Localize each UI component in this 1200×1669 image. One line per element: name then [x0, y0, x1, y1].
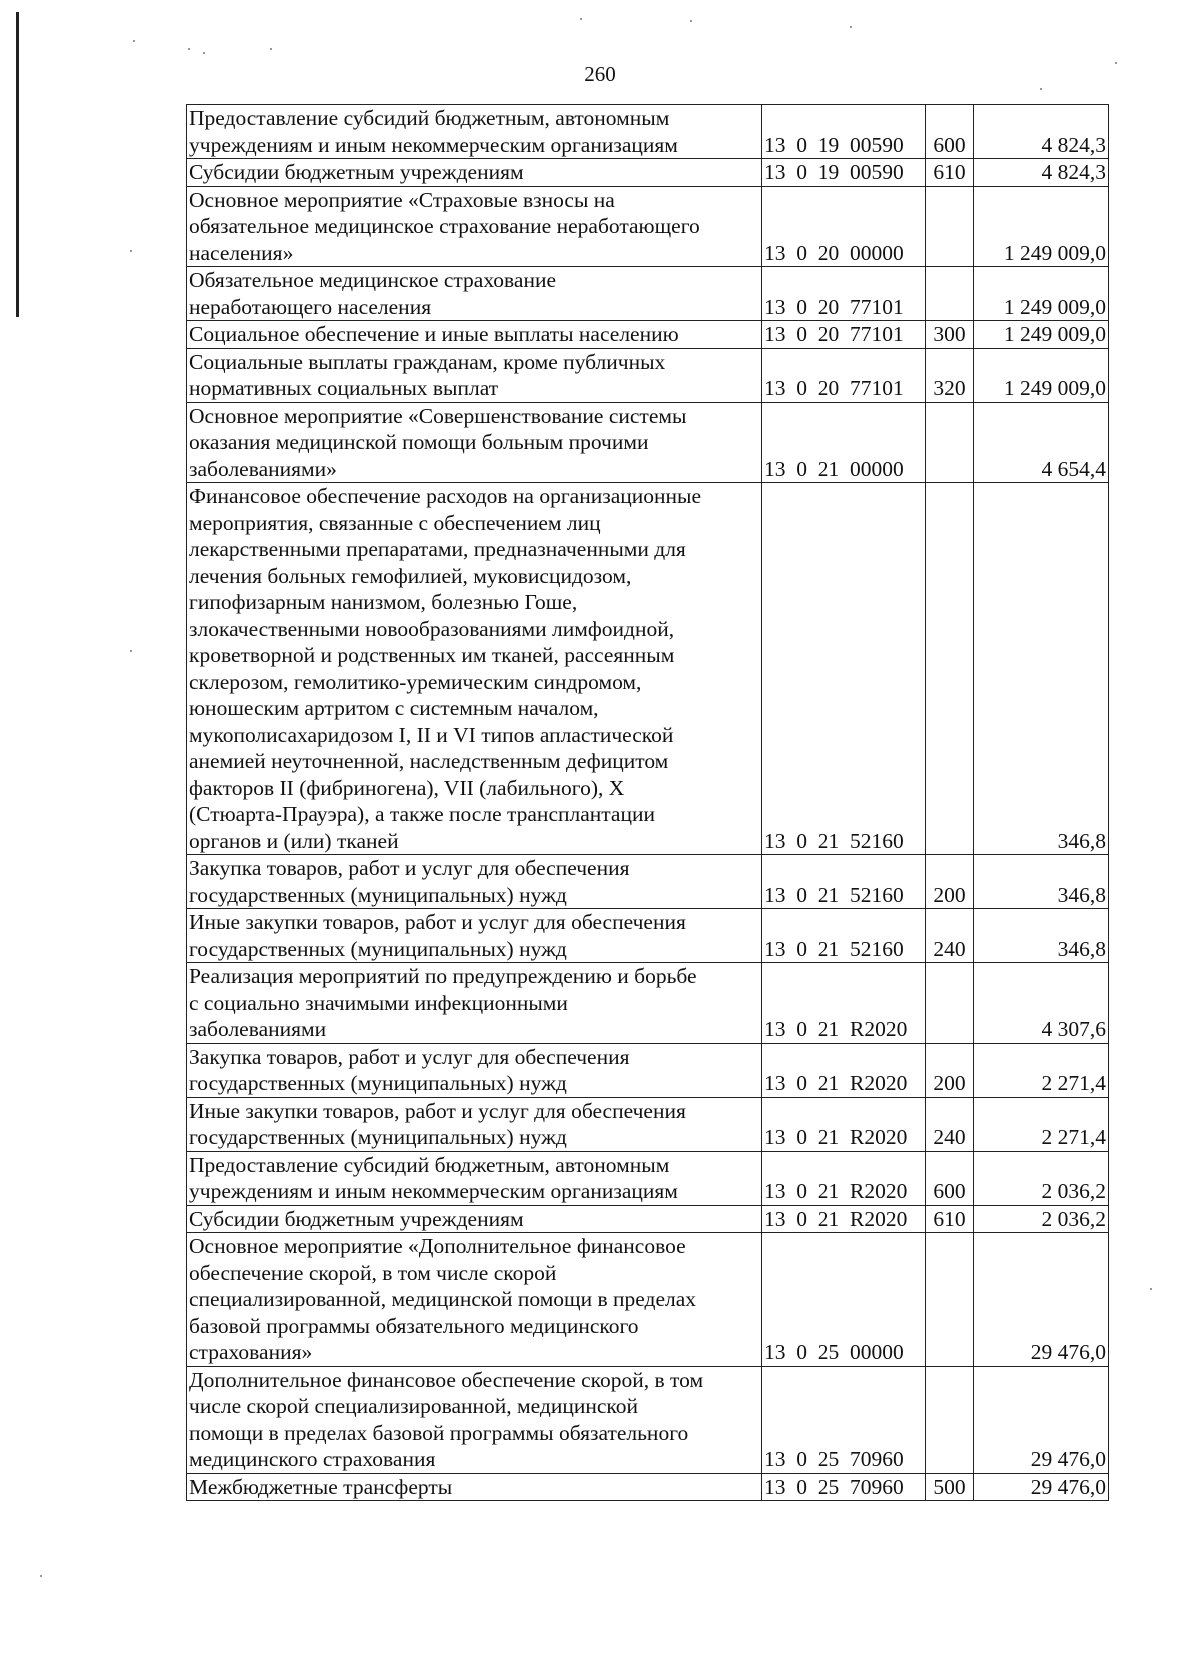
row-amount: 29 476,0: [974, 1473, 1109, 1501]
row-expense-type: 240: [926, 1097, 974, 1151]
table-row: [187, 1205, 1109, 1233]
row-amount: 346,8: [974, 909, 1109, 963]
row-description: Предоставление субсидий бюджетным, автономным учреждениям и иным некоммерческим организациям: [187, 105, 762, 159]
row-amount: 346,8: [974, 855, 1109, 909]
row-expense-type: 240: [926, 909, 974, 963]
table-row: [187, 105, 1109, 159]
table-row: [187, 963, 1109, 1044]
row-amount: 2 036,2: [974, 1151, 1109, 1205]
row-description: Обязательное медицинское страхование неработающего населения: [187, 267, 762, 321]
row-description: Социальное обеспечение и иные выплаты населению: [187, 321, 762, 349]
row-expense-type: 600: [926, 105, 974, 159]
row-target-code: 13 0 21 52160: [762, 855, 926, 909]
row-amount: 346,8: [974, 483, 1109, 855]
row-expense-type: 500: [926, 1473, 974, 1501]
row-target-code: 13 0 21 R2020: [762, 1205, 926, 1233]
row-description: Социальные выплаты гражданам, кроме публичных нормативных социальных выплат: [187, 348, 762, 402]
row-target-code: 13 0 21 R2020: [762, 963, 926, 1044]
page-number: 260: [584, 62, 616, 86]
row-description: Иные закупки товаров, работ и услуг для обеспечения государственных (муниципальных) нужд: [187, 1097, 762, 1151]
row-target-code: 13 0 25 00000: [762, 1233, 926, 1367]
row-amount: 2 271,4: [974, 1043, 1109, 1097]
row-description: Основное мероприятие «Страховые взносы на обязательное медицинское страхование неработающего населения»: [187, 186, 762, 267]
row-expense-type: [926, 1233, 974, 1367]
table-row: [187, 855, 1109, 909]
row-amount: 1 249 009,0: [974, 321, 1109, 349]
table-row: [187, 186, 1109, 267]
table-row: [187, 1366, 1109, 1473]
row-description: Субсидии бюджетным учреждениям: [187, 159, 762, 187]
row-description: Закупка товаров, работ и услуг для обеспечения государственных (муниципальных) нужд: [187, 855, 762, 909]
row-expense-type: 610: [926, 1205, 974, 1233]
row-expense-type: [926, 267, 974, 321]
table-row: [187, 1473, 1109, 1501]
table-row: [187, 1043, 1109, 1097]
row-target-code: 13 0 19 00590: [762, 159, 926, 187]
table-row: [187, 1151, 1109, 1205]
table-row: [187, 267, 1109, 321]
row-expense-type: 300: [926, 321, 974, 349]
row-amount: 4 654,4: [974, 402, 1109, 483]
row-description: Основное мероприятие «Дополнительное финансовое обеспечение скорой, в том числе скорой специализированной, медицинской помощи в пределах базовой программы обязательного медицинского страхования»: [187, 1233, 762, 1367]
table-row: [187, 909, 1109, 963]
row-description: Межбюджетные трансферты: [187, 1473, 762, 1501]
row-description: Предоставление субсидий бюджетным, автономным учреждениям и иным некоммерческим организациям: [187, 1151, 762, 1205]
row-target-code: 13 0 20 00000: [762, 186, 926, 267]
row-target-code: 13 0 21 52160: [762, 909, 926, 963]
row-expense-type: 200: [926, 1043, 974, 1097]
row-description: Закупка товаров, работ и услуг для обеспечения государственных (муниципальных) нужд: [187, 1043, 762, 1097]
row-description: Финансовое обеспечение расходов на организационные мероприятия, связанные с обеспечением лиц лекарственными препаратами, предназначенными для лечения больных гемофилией, муковисцидозом, гипофизарным нанизмом, болезнью Гоше, злокачественными новообразованиями лимфоидной, кроветворной и родственных им тканей, рассеянным склерозом, гемолитико-уремическим синдромом, юношеским артритом с системным началом, мукополисахаридозом I, II и VI типов апластической анемией неуточненной, наследственным дефицитом факторов II (фибриногена), VII (лабильного), X (Стюарта-Прауэра), а также после трансплантации органов и (или) тканей: [187, 483, 762, 855]
row-target-code: 13 0 21 R2020: [762, 1043, 926, 1097]
row-expense-type: 600: [926, 1151, 974, 1205]
row-amount: 1 249 009,0: [974, 267, 1109, 321]
row-amount: 4 824,3: [974, 105, 1109, 159]
row-target-code: 13 0 21 52160: [762, 483, 926, 855]
table-row: [187, 1097, 1109, 1151]
budget-table-body: [187, 105, 1109, 1501]
row-expense-type: [926, 483, 974, 855]
row-target-code: 13 0 21 00000: [762, 402, 926, 483]
row-expense-type: [926, 186, 974, 267]
row-expense-type: [926, 1366, 974, 1473]
row-amount: 1 249 009,0: [974, 186, 1109, 267]
table-row: [187, 159, 1109, 187]
row-amount: 2 036,2: [974, 1205, 1109, 1233]
row-target-code: 13 0 21 R2020: [762, 1151, 926, 1205]
row-amount: 29 476,0: [974, 1233, 1109, 1367]
row-description: Основное мероприятие «Совершенствование системы оказания медицинской помощи больным прочими заболеваниями»: [187, 402, 762, 483]
table-row: [187, 321, 1109, 349]
row-amount: 2 271,4: [974, 1097, 1109, 1151]
scan-margin-line: [16, 12, 19, 317]
row-target-code: 13 0 20 77101: [762, 348, 926, 402]
row-amount: 1 249 009,0: [974, 348, 1109, 402]
table-row: [187, 483, 1109, 855]
row-target-code: 13 0 25 70960: [762, 1366, 926, 1473]
row-target-code: 13 0 19 00590: [762, 105, 926, 159]
row-expense-type: 200: [926, 855, 974, 909]
table-row: [187, 1233, 1109, 1367]
row-amount: 4 307,6: [974, 963, 1109, 1044]
table-row: [187, 402, 1109, 483]
table-row: [187, 348, 1109, 402]
row-description: Субсидии бюджетным учреждениям: [187, 1205, 762, 1233]
row-description: Дополнительное финансовое обеспечение скорой, в том числе скорой специализированной, медицинской помощи в пределах базовой программы обязательного медицинского страхования: [187, 1366, 762, 1473]
row-description: Иные закупки товаров, работ и услуг для обеспечения государственных (муниципальных) нужд: [187, 909, 762, 963]
row-expense-type: [926, 963, 974, 1044]
row-amount: 29 476,0: [974, 1366, 1109, 1473]
budget-table: [186, 104, 1109, 1501]
row-target-code: 13 0 20 77101: [762, 321, 926, 349]
row-target-code: 13 0 20 77101: [762, 267, 926, 321]
row-expense-type: 320: [926, 348, 974, 402]
row-expense-type: [926, 402, 974, 483]
row-target-code: 13 0 25 70960: [762, 1473, 926, 1501]
row-amount: 4 824,3: [974, 159, 1109, 187]
row-expense-type: 610: [926, 159, 974, 187]
row-target-code: 13 0 21 R2020: [762, 1097, 926, 1151]
row-description: Реализация мероприятий по предупреждению и борьбе с социально значимыми инфекционными заболеваниями: [187, 963, 762, 1044]
